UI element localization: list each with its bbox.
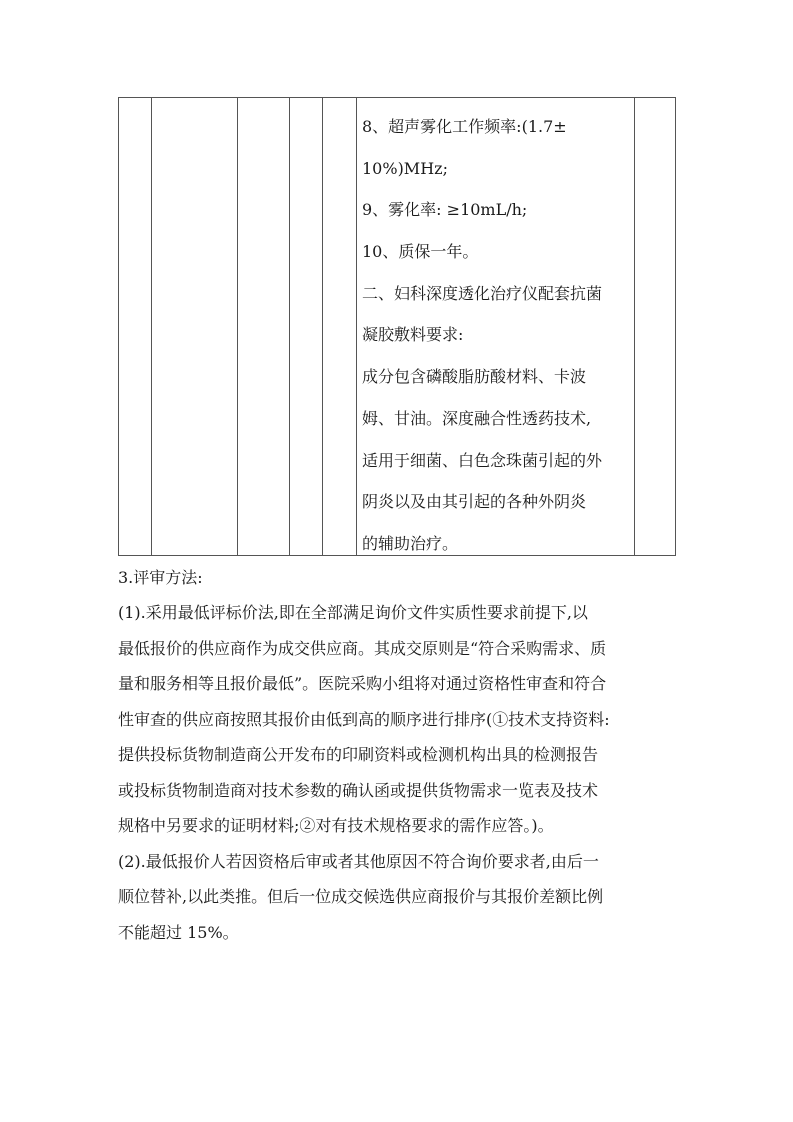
cell-text-line: 10、质保一年。 — [362, 242, 479, 262]
paragraph-line: 不能超过 15%。 — [118, 922, 239, 942]
cell-text-line: 凝胶敷料要求: — [362, 325, 464, 345]
paragraph-line: 或投标货物制造商对技术参数的确认函或提供货物需求一览表及技术 — [118, 780, 599, 800]
table-column-divider — [356, 98, 357, 555]
cell-text-line: 8、超声雾化工作频率:(1.7± — [362, 117, 567, 136]
evaluation-method-section — [118, 561, 688, 950]
cell-text-line: 二、妇科深度透化治疗仪配套抗菌 — [362, 283, 603, 303]
section-heading: 3.评审方法: — [118, 568, 203, 587]
table-column-divider — [151, 98, 152, 555]
table-requirements-cell — [362, 106, 632, 565]
spec-table — [118, 97, 676, 556]
cell-text-line: 9、雾化率: ≥10mL/h; — [362, 200, 528, 220]
cell-text-line: 姆、甘油。深度融合性透药技术, — [362, 408, 592, 428]
cell-text-line: 成分包含磷酸脂肪酸材料、卡波 — [362, 367, 587, 387]
paragraph-line: 顺位替补,以此类推。但后一位成交候选供应商报价与其报价差额比例 — [118, 887, 604, 906]
paragraph-line: (2).最低报价人若因资格后审或者其他原因不符合询价要求者,由后一 — [118, 851, 599, 871]
cell-text-line: 的辅助治疗。 — [362, 533, 459, 553]
paragraph-line: 提供投标货物制造商公开发布的印刷资料或检测机构出具的检测报告 — [118, 745, 599, 764]
paragraph-line: 性审查的供应商按照其报价由低到高的顺序进行排序(①技术支持资料: — [118, 709, 610, 729]
table-column-divider — [237, 98, 238, 555]
cell-text-line: 阴炎以及由其引起的各种外阴炎 — [362, 492, 587, 512]
paragraph-1 — [118, 595, 688, 844]
paragraph-line: (1).采用最低评标价法,即在全部满足询价文件实质性要求前提下,以 — [118, 603, 588, 622]
paragraph-line: 规格中另要求的证明材料;②对有技术规格要求的需作应答。)。 — [118, 816, 554, 835]
table-column-divider — [322, 98, 323, 555]
paragraph-line: 量和服务相等且报价最低”。医院采购小组将对通过资格性审查和符合 — [118, 674, 607, 693]
cell-text-line: 适用于细菌、白色念珠菌引起的外 — [362, 450, 603, 470]
paragraph-2 — [118, 844, 688, 951]
table-column-divider — [634, 98, 635, 555]
paragraph-line: 最低报价的供应商作为成交供应商。其成交原则是“符合采购需求、质 — [118, 638, 607, 658]
table-column-divider — [289, 98, 290, 555]
cell-text-line: 10%)MHz; — [362, 158, 448, 178]
